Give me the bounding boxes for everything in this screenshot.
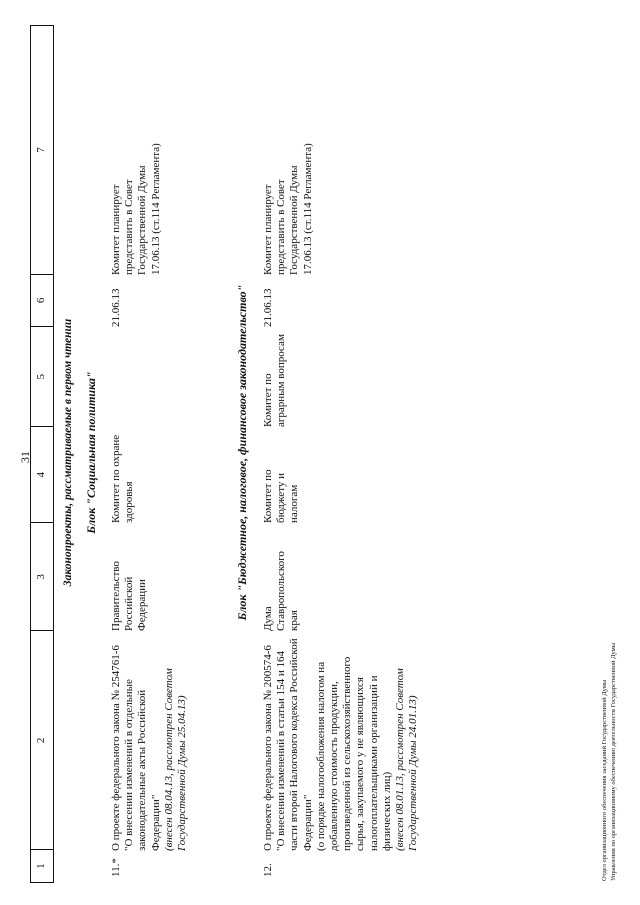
co-committee: [110, 327, 189, 427]
responsible-committee: Комитет по охране здоровья: [110, 434, 136, 523]
bill-description: О проекте федерального закона № 254761-6 "О внесении изменений в отдельные законодательные акты Российской Федерации" (внесен 08.04.13, рассмотрен Советом Государственной Думы 25.04.13): [110, 645, 189, 851]
date: 21.06.13: [110, 288, 122, 327]
page-number: 31: [18, 451, 32, 463]
footer-line: Управления по организационному обеспечению деятельности Государственной Думы: [610, 642, 617, 881]
column-header: 1: [31, 849, 53, 882]
column-header: 7: [35, 147, 47, 153]
row-number: 12.: [262, 863, 274, 877]
column-header: 5: [31, 326, 53, 426]
bill-description: О проекте федерального закона № 200574-6 "О внесении изменений в статьи 154 и 164 части второй Налогового кодекса Российской Федерации" (о порядке налогообложения налогом на добавленную стоимость продукции, произведенной из сельскохозяйственного сырья, закупаемого у не являющихся налогоплательщиками организаций и физических лиц) (внесен 08.01.13, рассмотрен Советом Государственной Думы 24.01.13): [262, 638, 420, 851]
bill-author: Дума Ставропольского края: [262, 551, 301, 631]
column-header: 3: [31, 522, 53, 630]
column-header: 6: [31, 274, 53, 327]
block-title-social-policy: Блок "Социальная политика": [84, 371, 98, 534]
responsible-committee: Комитет по бюджету и налогам: [262, 469, 301, 523]
row-number: 11.*: [110, 858, 122, 877]
remark: Комитет планирует представить в Совет Государственной Думы 17.06.13 (ст.114 Регламента): [262, 143, 314, 275]
table-row: [262, 125, 420, 883]
column-header: 2: [31, 630, 53, 849]
remark: Комитет планирует представить в Совет Государственной Думы 17.06.13 (ст.114 Регламента): [110, 143, 162, 275]
block-title-budget: Блок "Бюджетное, налоговое, финансовое законодательство": [235, 284, 249, 621]
column-header-row: [30, 25, 54, 883]
section-title: Законопроекты, рассматриваемые в первом чтении: [62, 318, 74, 587]
column-header: 4: [31, 426, 53, 522]
bill-author: Правительство Российской Федерации: [110, 561, 149, 631]
table-row: [110, 125, 189, 883]
date: 21.06.13: [262, 288, 274, 327]
co-committee: Комитет по аграрным вопросам: [262, 334, 288, 427]
footer-line: Отдел организационного обеспечения заседаний Государственной Думы: [601, 679, 608, 881]
footer: [600, 643, 618, 881]
